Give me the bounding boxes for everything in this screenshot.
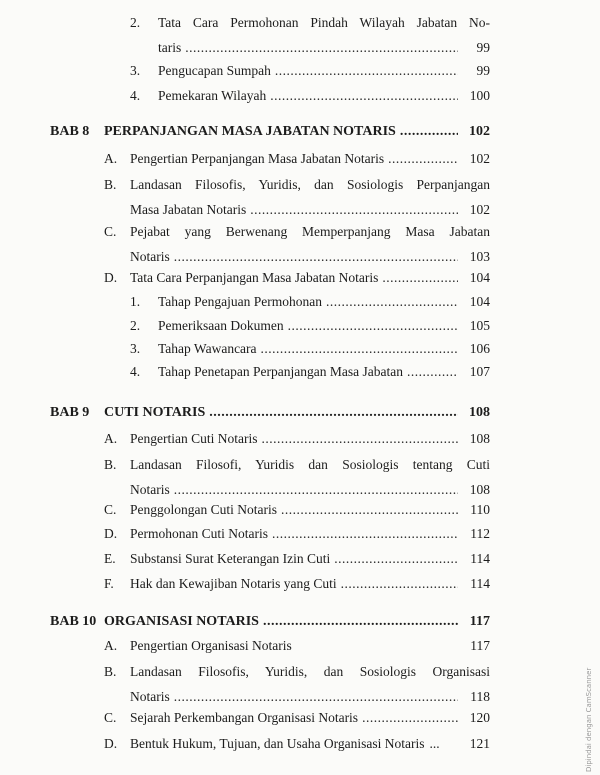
section-text: Landasan Filosofis, Yuridis, dan Sosiologis Perpanjangan <box>130 177 490 192</box>
item-text: Tahap Wawancara <box>158 341 257 356</box>
page-number: 121 <box>469 736 490 751</box>
section-letter: D. <box>104 270 118 285</box>
toc-entry-bab7-3 <box>130 61 490 81</box>
item-text-cont: taris <box>158 40 182 55</box>
leader-dots <box>275 61 458 81</box>
page-number: 100 <box>469 88 490 103</box>
toc-section-bab9-e <box>104 549 490 569</box>
section-text: Substansi Surat Keterangan Izin Cuti <box>130 551 331 566</box>
leader-dots <box>185 38 458 58</box>
section-letter: B. <box>104 177 117 192</box>
toc-section-bab10-a <box>104 636 490 656</box>
section-text: Permohonan Cuti Notaris <box>130 526 268 541</box>
section-text: Landasan Filosofi, Yuridis dan Sosiologis tentang Cuti <box>130 457 490 472</box>
page-number: 112 <box>470 526 490 541</box>
section-letter: E. <box>104 551 116 566</box>
toc-entry-bab7-2 <box>130 13 490 58</box>
page-number: 114 <box>470 551 490 566</box>
section-text-cont: Notaris <box>130 482 170 497</box>
leader-dots <box>288 316 458 336</box>
item-text: Tata Cara Permohonan Pindah Wilayah Jabatan No- <box>158 15 490 30</box>
toc-sub-bab8-d4 <box>130 362 490 382</box>
page-number: 103 <box>469 249 490 264</box>
leader-ellipsis: ... <box>429 736 440 751</box>
chapter-label: BAB 8 <box>50 124 90 139</box>
leader-dots <box>261 429 458 449</box>
leader-dots <box>326 292 458 312</box>
page-number: 105 <box>469 318 490 333</box>
toc-chapter-bab10 <box>50 612 490 632</box>
section-letter: C. <box>104 502 117 517</box>
toc-section-bab10-b <box>104 662 490 707</box>
page-number: 117 <box>469 614 490 629</box>
section-text-cont: Notaris <box>130 249 170 264</box>
section-letter: D. <box>104 526 118 541</box>
toc-section-bab8-d <box>104 268 490 288</box>
leader-dots <box>261 339 458 359</box>
section-letter: B. <box>104 457 117 472</box>
leader-dots <box>263 612 458 632</box>
leader-dots <box>382 268 458 288</box>
section-text: Penggolongan Cuti Notaris <box>130 502 277 517</box>
chapter-label: BAB 9 <box>50 405 90 420</box>
section-letter: C. <box>104 710 117 725</box>
leader-dots <box>407 362 458 382</box>
page-number: 102 <box>469 124 490 139</box>
item-text: Pemeriksaan Dokumen <box>158 318 284 333</box>
page-number: 102 <box>469 202 490 217</box>
section-text: Sejarah Perkembangan Organisasi Notaris <box>130 710 359 725</box>
item-number: 2. <box>130 15 141 30</box>
page-number: 110 <box>470 502 490 517</box>
toc-sub-bab8-d3 <box>130 339 490 359</box>
leader-dots <box>272 524 458 544</box>
chapter-title: ORGANISASI NOTARIS <box>104 614 259 629</box>
toc-chapter-bab8 <box>50 122 490 142</box>
section-letter: C. <box>104 224 117 239</box>
section-text: Landasan Filosofis, Yuridis, dan Sosiologis Organisasi <box>130 664 490 679</box>
item-text: Tahap Penetapan Perpanjangan Masa Jabatan <box>158 364 403 379</box>
leader-dots <box>174 247 458 267</box>
section-text: Pengertian Perpanjangan Masa Jabatan Notaris <box>130 151 385 166</box>
toc-sub-bab8-d1 <box>130 292 490 312</box>
page-number: 99 <box>476 63 490 78</box>
toc-section-bab10-c <box>104 708 490 728</box>
item-number: 3. <box>130 63 141 78</box>
section-letter: A. <box>104 638 118 653</box>
toc-section-bab9-c <box>104 500 490 520</box>
leader-dots <box>209 403 458 423</box>
leader-dots <box>341 574 458 594</box>
page-number: 108 <box>469 431 490 446</box>
item-text: Pengucapan Sumpah <box>158 63 271 78</box>
section-text: Hak dan Kewajiban Notaris yang Cuti <box>130 576 337 591</box>
leader-dots <box>174 480 458 500</box>
page-number: 117 <box>470 638 490 653</box>
toc-section-bab9-b <box>104 455 490 500</box>
page-number: 106 <box>469 341 490 356</box>
leader-dots <box>362 708 458 728</box>
item-text: Pemekaran Wilayah <box>158 88 267 103</box>
section-text: Pejabat yang Berwenang Memperpanjang Masa Jabatan <box>130 224 490 239</box>
toc-section-bab9-f <box>104 574 490 594</box>
section-letter: A. <box>104 431 118 446</box>
item-number: 4. <box>130 364 141 379</box>
page-number: 114 <box>470 576 490 591</box>
leader-dots <box>250 200 458 220</box>
section-text: Pengertian Cuti Notaris <box>130 431 258 446</box>
section-text-cont: Notaris <box>130 689 170 704</box>
toc-section-bab8-b <box>104 175 490 220</box>
leader-dots <box>270 86 458 106</box>
toc-section-bab9-d <box>104 524 490 544</box>
toc-entry-bab7-4 <box>130 86 490 106</box>
item-number: 3. <box>130 341 141 356</box>
chapter-title: CUTI NOTARIS <box>104 405 206 420</box>
item-number: 4. <box>130 88 141 103</box>
page-number: 118 <box>470 689 490 704</box>
page-number: 108 <box>469 482 490 497</box>
chapter-title: PERPANJANGAN MASA JABATAN NOTARIS <box>104 124 396 139</box>
leader-dots <box>334 549 458 569</box>
page-number: 104 <box>469 270 490 285</box>
leader-dots <box>174 687 458 707</box>
page-number: 102 <box>469 151 490 166</box>
page-number: 120 <box>469 710 490 725</box>
item-number: 2. <box>130 318 141 333</box>
leader-dots <box>388 149 458 169</box>
section-letter: D. <box>104 736 118 751</box>
toc-chapter-bab9 <box>50 403 490 423</box>
scanner-watermark: Dipindai dengan CamScanner <box>585 667 593 772</box>
section-letter: A. <box>104 151 118 166</box>
page-number: 99 <box>476 40 490 55</box>
item-number: 1. <box>130 294 141 309</box>
page-number: 108 <box>469 405 490 420</box>
item-text: Tahap Pengajuan Permohonan <box>158 294 323 309</box>
toc-sub-bab8-d2 <box>130 316 490 336</box>
section-text: Tata Cara Perpanjangan Masa Jabatan Notaris <box>130 270 379 285</box>
toc-section-bab8-a <box>104 149 490 169</box>
toc-section-bab9-a <box>104 429 490 449</box>
section-text: Bentuk Hukum, Tujuan, dan Usaha Organisasi Notaris <box>130 736 425 751</box>
section-text: Pengertian Organisasi Notaris <box>130 638 292 653</box>
page-number: 107 <box>469 364 490 379</box>
section-letter: B. <box>104 664 117 679</box>
section-text-cont: Masa Jabatan Notaris <box>130 202 247 217</box>
page-number: 104 <box>469 294 490 309</box>
section-letter: F. <box>104 576 114 591</box>
chapter-label: BAB 10 <box>50 614 97 629</box>
leader-dots <box>400 122 458 142</box>
leader-dots <box>281 500 458 520</box>
toc-section-bab10-d <box>104 734 490 754</box>
toc-section-bab8-c <box>104 222 490 267</box>
